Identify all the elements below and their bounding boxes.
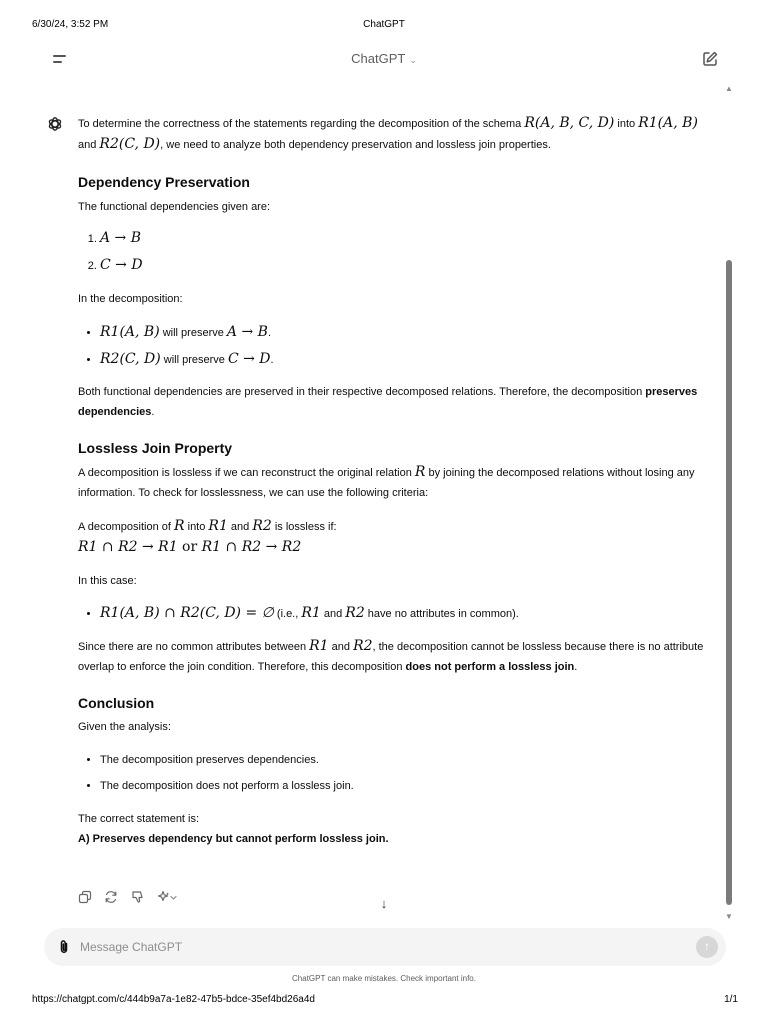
bold-text: preserves dependencies <box>78 386 698 418</box>
math-formula: R1 ∩ R2 → R1 <box>78 539 178 555</box>
list-item <box>100 600 714 627</box>
text: The decomposition preserves dependencies. <box>100 754 319 766</box>
print-title: ChatGPT <box>363 19 405 30</box>
chatgpt-logo-icon <box>45 114 65 134</box>
text: , we need to analyze both dependency preservation and lossless join properties. <box>160 139 551 151</box>
math: R2 <box>353 638 373 654</box>
send-button[interactable] <box>696 936 718 958</box>
regenerate-button[interactable] <box>104 890 118 904</box>
message-actions <box>78 888 185 902</box>
decomp-intro: In the decomposition: <box>78 293 183 305</box>
thumbs-down-icon <box>131 890 145 904</box>
regenerate-icon <box>104 890 118 904</box>
text: have no attributes in common). <box>364 608 519 620</box>
arrow-up-icon: ↑ <box>704 939 710 953</box>
model-selector[interactable] <box>0 51 768 66</box>
list-item <box>100 225 714 252</box>
math: R1 <box>309 638 329 654</box>
text: . <box>267 327 272 339</box>
intro-paragraph <box>78 113 714 155</box>
text: will preserve <box>159 327 227 339</box>
math-schema: R(A, B, C, D) <box>524 115 615 131</box>
math: R1 <box>208 518 228 534</box>
openai-logo-icon <box>45 114 65 134</box>
scrollbar[interactable] <box>724 84 734 926</box>
text: . <box>574 661 578 673</box>
new-chat-button[interactable] <box>700 49 720 69</box>
dp-list <box>78 319 714 373</box>
math: R2(C, D) <box>100 351 161 367</box>
heading-dependency-preservation: Dependency Preservation <box>78 174 250 190</box>
text: and <box>78 139 100 151</box>
model-switch-button[interactable] <box>157 890 177 904</box>
text: . <box>151 406 155 418</box>
composer <box>44 928 726 966</box>
attach-button[interactable] <box>57 939 71 955</box>
fd-intro: The functional dependencies given are: <box>78 201 271 213</box>
bold-text: A) Preserves dependency but cannot perform lossless join. <box>78 833 389 845</box>
math-fd: C → D <box>100 257 143 273</box>
text: (i.e., <box>273 608 302 620</box>
bold-text: does not perform a lossless join <box>405 661 575 673</box>
print-footer <box>0 994 768 1008</box>
text: is lossless if: <box>271 521 337 533</box>
since-paragraph <box>78 636 714 677</box>
assistant-message <box>78 113 714 849</box>
text: into <box>614 118 639 130</box>
math-formula: R1(A, B) ∩ R2(C, D) = ∅ <box>100 605 274 621</box>
math-r2: R2(C, D) <box>99 136 161 152</box>
math-r1: R1(A, B) <box>638 115 698 131</box>
scroll-up-arrow-icon[interactable]: ▲ <box>725 84 733 93</box>
text: will preserve <box>160 354 228 366</box>
text: by joining the decomposed relations without losing any information. To check for losslessness, we can use the following criteria: <box>78 467 695 499</box>
model-switch-icon <box>157 890 177 904</box>
model-name: ChatGPT <box>351 51 406 66</box>
math: R1(A, B) <box>100 324 160 340</box>
list-item <box>100 773 714 799</box>
criteria-paragraph <box>78 516 714 558</box>
math: R1 <box>301 605 321 621</box>
text: A decomposition is lossless if we can reconstruct the original relation <box>78 467 415 479</box>
math-fd: A → B <box>100 230 142 246</box>
print-page-number: 1/1 <box>724 994 738 1005</box>
list-item <box>100 252 714 279</box>
print-url: https://chatgpt.com/c/444b9a7a-1e82-47b5-bdce-35ef4bd26a4d <box>32 994 315 1005</box>
print-header <box>0 19 768 33</box>
heading-lossless-join: Lossless Join Property <box>78 440 233 456</box>
text: or <box>177 539 202 555</box>
paperclip-icon <box>57 939 71 955</box>
list-item <box>100 319 714 346</box>
message-input[interactable] <box>80 937 680 957</box>
math: R <box>174 518 185 534</box>
print-datetime: 6/30/24, 3:52 PM <box>32 19 109 30</box>
arrow-down-icon: ↓ <box>380 896 388 911</box>
text: Since there are no common attributes between <box>78 641 310 653</box>
text: , the decomposition cannot be lossless because there is no attribute overlap to enforce the join condition. Therefore, this decomposition <box>78 641 704 673</box>
scroll-to-bottom-button[interactable] <box>377 896 391 910</box>
list-item <box>100 346 714 373</box>
correct-intro: The correct statement is: <box>78 813 200 825</box>
text: Both functional dependencies are preserved in their respective decomposed relations. Therefore, the decomposition <box>78 386 646 398</box>
correct-answer <box>78 829 714 849</box>
case-intro: In this case: <box>78 575 137 587</box>
lj-paragraph <box>78 462 714 503</box>
conclusion-list <box>78 747 714 799</box>
copy-icon <box>78 890 92 904</box>
thumbs-down-button[interactable] <box>131 890 145 904</box>
text: and <box>328 641 354 653</box>
case-list <box>78 600 714 627</box>
list-item <box>100 747 714 773</box>
text: . <box>270 354 274 366</box>
text: The decomposition does not perform a lossless join. <box>100 780 354 792</box>
scroll-down-arrow-icon[interactable]: ▼ <box>725 912 733 921</box>
math: A → B <box>226 324 268 340</box>
conclusion-intro: Given the analysis: <box>78 721 171 733</box>
math: C → D <box>227 351 271 367</box>
text: and <box>320 608 346 620</box>
disclaimer: ChatGPT can make mistakes. Check important info. <box>292 974 476 983</box>
dp-conclusion <box>78 382 714 422</box>
text: into <box>184 521 209 533</box>
chevron-down-icon: ⌄ <box>409 55 417 65</box>
math: R <box>414 464 426 480</box>
top-bar <box>0 44 768 74</box>
text: A decomposition of <box>78 521 175 533</box>
math: R2 <box>252 518 272 534</box>
copy-button[interactable] <box>78 890 92 904</box>
text: and <box>227 521 253 533</box>
fd-list <box>78 225 714 279</box>
math: R2 <box>345 605 365 621</box>
edit-icon <box>700 49 720 69</box>
scrollbar-thumb[interactable] <box>726 260 732 905</box>
math-formula: R1 ∩ R2 → R2 <box>201 539 302 555</box>
heading-conclusion: Conclusion <box>78 695 155 711</box>
text: To determine the correctness of the statements regarding the decomposition of the schema <box>78 118 525 130</box>
